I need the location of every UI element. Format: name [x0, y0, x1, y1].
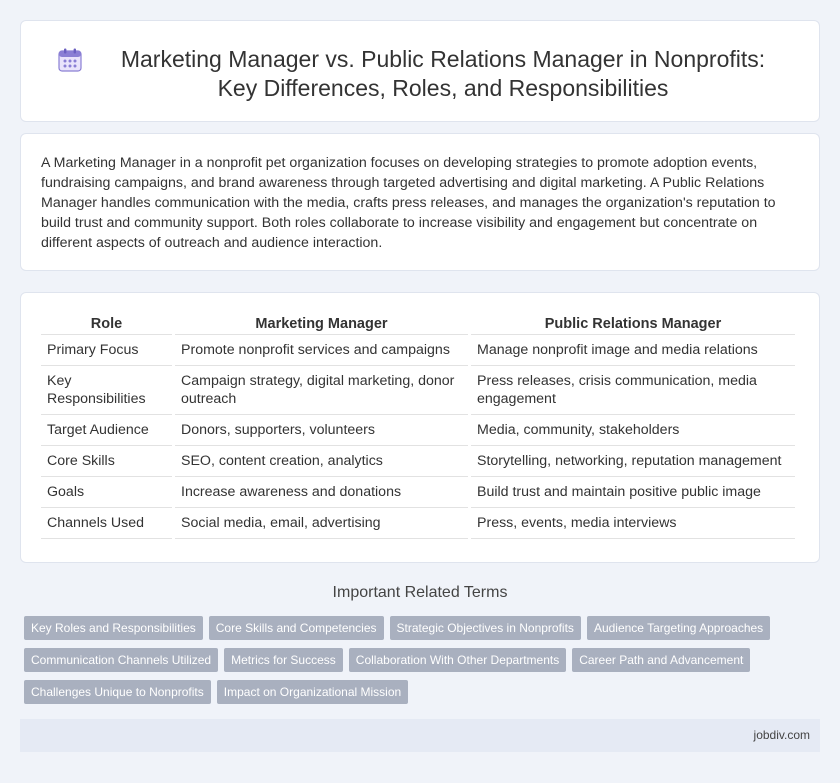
comparison-card — [20, 292, 820, 563]
related-term-tag[interactable]: Core Skills and Competencies — [209, 616, 384, 640]
footer-site-link[interactable]: jobdiv.com — [753, 728, 810, 742]
table-row — [41, 415, 795, 446]
related-term-tag[interactable]: Impact on Organizational Mission — [217, 680, 408, 704]
related-term-tag[interactable]: Metrics for Success — [224, 648, 343, 672]
related-terms-list — [24, 616, 824, 712]
page-title: Marketing Manager vs. Public Relations Manager in Nonprofits: Key Differences, Roles, and Responsibilities — [120, 46, 766, 101]
pr-cell: Build trust and maintain positive public image — [471, 477, 795, 508]
related-term-tag[interactable]: Audience Targeting Approaches — [587, 616, 770, 640]
footer — [20, 719, 820, 752]
column-header-pr: Public Relations Manager — [471, 313, 795, 335]
related-term-tag[interactable]: Strategic Objectives in Nonprofits — [390, 616, 581, 640]
related-term-tag[interactable]: Challenges Unique to Nonprofits — [24, 680, 211, 704]
intro-card — [20, 133, 820, 271]
table-row — [41, 508, 795, 539]
pr-cell: Press releases, crisis communication, media engagement — [471, 366, 795, 415]
marketing-cell: Campaign strategy, digital marketing, donor outreach — [175, 366, 468, 415]
table-row — [41, 366, 795, 415]
row-label: Target Audience — [41, 415, 172, 446]
calendar-icon — [57, 47, 83, 73]
table-row — [41, 446, 795, 477]
table-header-row — [41, 313, 795, 335]
related-terms-title: Important Related Terms — [332, 584, 508, 601]
row-label: Core Skills — [41, 446, 172, 477]
related-term-tag[interactable]: Career Path and Advancement — [572, 648, 750, 672]
row-label: Primary Focus — [41, 335, 172, 366]
pr-cell: Press, events, media interviews — [471, 508, 795, 539]
marketing-cell: Social media, email, advertising — [175, 508, 468, 539]
pr-cell: Storytelling, networking, reputation management — [471, 446, 795, 477]
row-label: Goals — [41, 477, 172, 508]
column-header-role: Role — [41, 313, 172, 335]
header-card — [20, 20, 820, 122]
pr-cell: Media, community, stakeholders — [471, 415, 795, 446]
row-label: Channels Used — [41, 508, 172, 539]
table-row — [41, 335, 795, 366]
table-row — [41, 477, 795, 508]
marketing-cell: Donors, supporters, volunteers — [175, 415, 468, 446]
related-term-tag[interactable]: Communication Channels Utilized — [24, 648, 218, 672]
related-term-tag[interactable]: Key Roles and Responsibilities — [24, 616, 203, 640]
marketing-cell: Promote nonprofit services and campaigns — [175, 335, 468, 366]
pr-cell: Manage nonprofit image and media relations — [471, 335, 795, 366]
intro-paragraph: A Marketing Manager in a nonprofit pet organization focuses on developing strategies to promote adoption events, fundraising campaigns, and brand awareness through targeted advertising and digital marketing. A Public Relations Manager handles communication with the media, crafts press releases, and manages the organization's reputation to build trust and community support. Both roles collaborate to increase visibility and engagement but concentrate on different aspects of outreach and audience interaction. — [41, 155, 776, 251]
column-header-marketing: Marketing Manager — [175, 313, 468, 335]
row-label: Key Responsibilities — [41, 366, 172, 415]
related-term-tag[interactable]: Collaboration With Other Departments — [349, 648, 566, 672]
marketing-cell: Increase awareness and donations — [175, 477, 468, 508]
comparison-table — [38, 313, 798, 539]
marketing-cell: SEO, content creation, analytics — [175, 446, 468, 477]
